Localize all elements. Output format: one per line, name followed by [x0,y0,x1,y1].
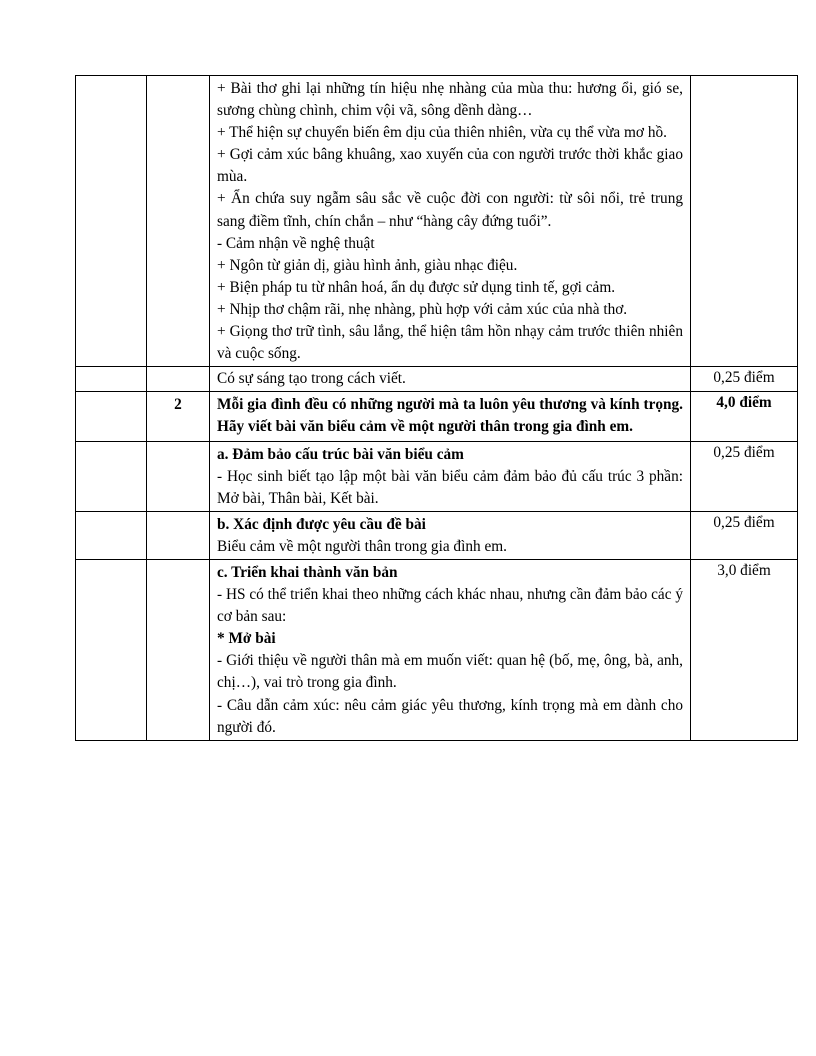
score-cell [691,511,798,559]
score-value: 0,25 điểm [713,443,775,461]
question-number-cell [147,392,210,441]
section-cell [76,367,147,392]
question-number-cell [147,76,210,367]
criterion-intro: - HS có thể triển khai theo những cách khác nhau, nhưng cần đảm bảo các ý cơ bản sau: [217,586,683,626]
score-value: 3,0 điểm [717,561,771,579]
grading-table [75,75,798,741]
score-cell [691,392,798,441]
criterion-text: - Học sinh biết tạo lập một bài văn biểu cảm đảm bảo đủ cấu trúc 3 phần: Mở bài, Thân bài, Kết bài. [217,467,683,507]
criterion-point: - Giới thiệu về người thân mà em muốn viết: quan hệ (bố, mẹ, ông, bà, anh, chị…), vai trò trong gia đình. [217,652,683,692]
content-line: + Thể hiện sự chuyển biến êm dịu của thiên nhiên, vừa cụ thể vừa mơ hồ. [217,124,667,142]
score-cell [691,559,798,740]
score-value: 0,25 điểm [713,369,775,387]
content-cell [210,559,691,740]
content-line: + Ẩn chứa suy ngẫm sâu sắc về cuộc đời con người: từ sôi nổi, trẻ trung sang điềm tĩnh, chín chắn – như “hàng cây đứng tuổi”. [217,190,683,230]
content-cell [210,392,691,441]
score-value: 4,0 điểm [716,394,772,412]
score-value: 0,25 điểm [713,513,775,531]
criterion-heading: a. Đảm bảo cấu trúc bài văn biểu cảm [217,445,464,463]
table-row [76,511,798,559]
question-number-cell [147,441,210,511]
content-cell [210,76,691,367]
question-number-cell [147,559,210,740]
criterion-heading: b. Xác định được yêu cầu đề bài [217,515,426,533]
score-cell [691,76,798,367]
score-cell [691,441,798,511]
section-cell [76,511,147,559]
creativity-text: Có sự sáng tạo trong cách viết. [217,370,406,388]
criterion-text: Biểu cảm về một người thân trong gia đình em. [217,537,507,555]
table-row [76,392,798,441]
section-cell [76,441,147,511]
content-cell [210,441,691,511]
content-line: + Giọng thơ trữ tình, sâu lắng, thể hiện tâm hồn nhạy cảm trước thiên nhiên và cuộc sống. [217,323,683,363]
table-row [76,367,798,392]
score-cell [691,367,798,392]
criterion-point: - Câu dẫn cảm xúc: nêu cảm giác yêu thương, kính trọng mà em dành cho người đó. [217,696,683,736]
content-line: + Bài thơ ghi lại những tín hiệu nhẹ nhàng của mùa thu: hương ổi, gió se, sương chùng chình, chim vội vã, sông dềnh dàng… [217,80,683,120]
content-cell [210,511,691,559]
question-number: 2 [174,396,182,414]
question-number-cell [147,367,210,392]
criterion-subheading: * Mở bài [217,630,276,648]
content-cell [210,367,691,392]
table-row [76,559,798,740]
content-line: - Cảm nhận về nghệ thuật [217,234,375,252]
table-row [76,441,798,511]
content-line: + Nhịp thơ chậm rãi, nhẹ nhàng, phù hợp với cảm xúc của nhà thơ. [217,300,628,318]
question-prompt: Mỗi gia đình đều có những người mà ta luôn yêu thương và kính trọng. Hãy viết bài văn biểu cảm về một người thân trong gia đình em. [217,396,683,436]
content-line: + Biện pháp tu từ nhân hoá, ẩn dụ được sử dụng tinh tế, gợi cảm. [217,278,616,296]
question-number-cell [147,511,210,559]
table-row [76,76,798,367]
section-cell [76,76,147,367]
section-cell [76,559,147,740]
criterion-heading: c. Triển khai thành văn bản [217,563,398,581]
section-cell [76,392,147,441]
content-line: + Ngôn từ giản dị, giàu hình ảnh, giàu nhạc điệu. [217,256,518,274]
content-line: + Gợi cảm xúc bâng khuâng, xao xuyến của con người trước thời khắc giao mùa. [217,146,683,186]
